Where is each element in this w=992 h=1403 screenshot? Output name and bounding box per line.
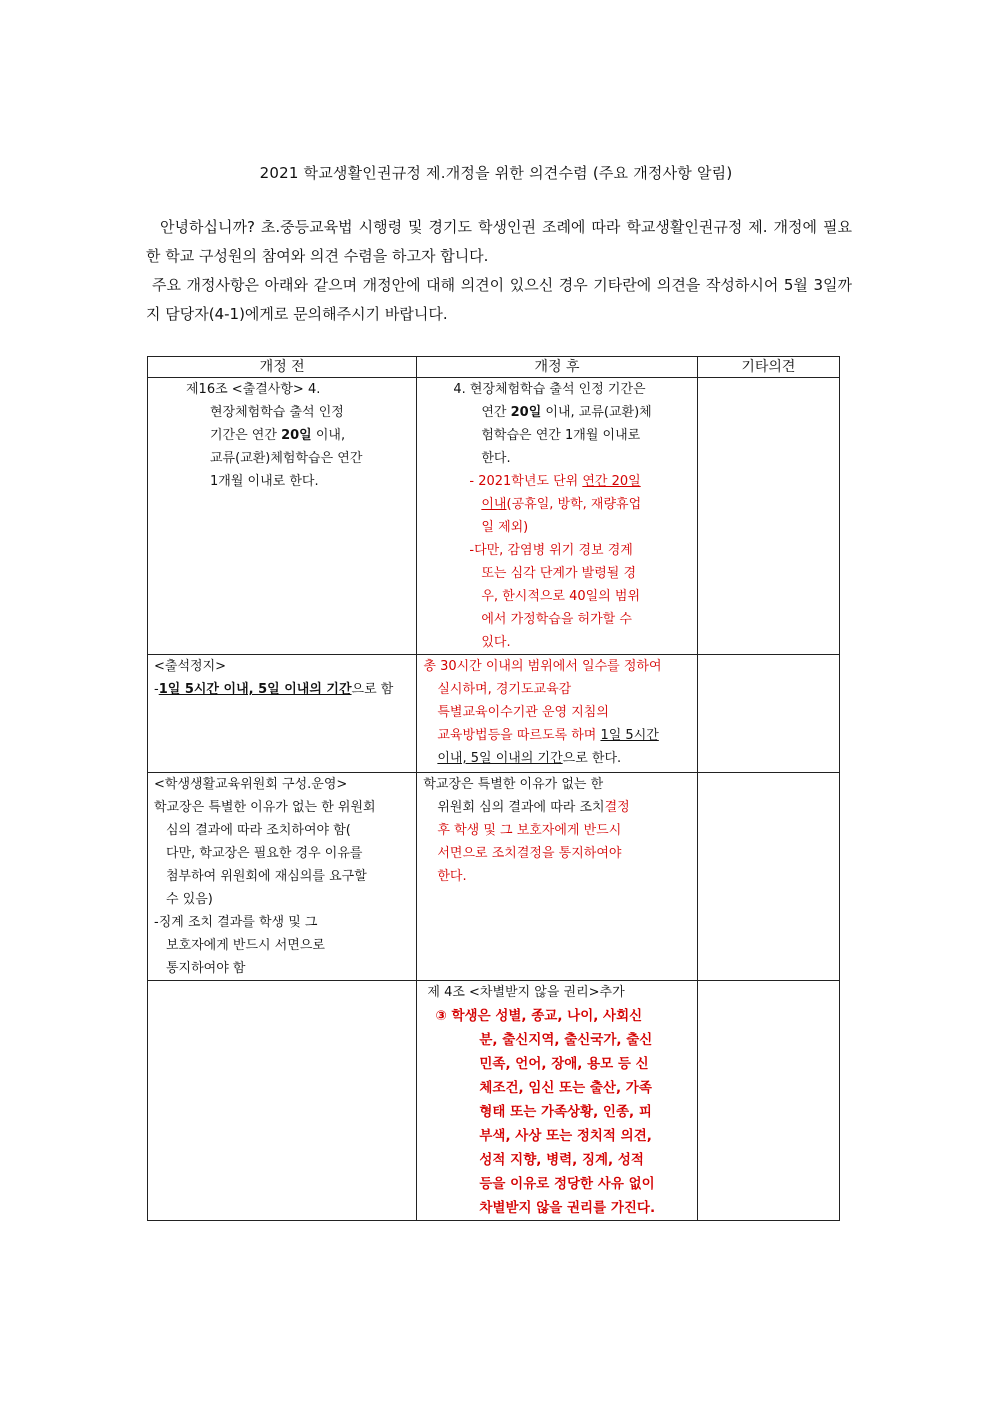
text-run-underline: 연간 20일 [582,474,641,489]
text-run: 이내, 교류(교환)체 [541,405,652,420]
revision-table [147,356,840,1221]
row4-after-line: 체조건, 임신 또는 출산, 가족 [479,1080,652,1096]
text-run: 이내, [311,428,346,443]
page-title: 2021 학교생활인권규정 제.개정을 위한 의견수렴 (주요 개정사항 알림) [259,164,733,182]
row1-after-line: -다만, 감염병 위기 경보 경계 [469,543,633,558]
text-run: 위원회 심의 결과에 따라 조치 [437,800,605,815]
row2-before-line: <출석정지> [154,659,227,674]
table-row [148,655,840,773]
row1-opinion-cell[interactable] [697,378,839,655]
row4-after-line: ③ 학생은 성별, 종교, 나이, 사회신 [435,1008,643,1024]
text-run-bold-underline: 1일 5시간 이내, 5일 이내의 기간 [158,682,352,697]
intro-paragraph-1: 안녕하십니까? 초.중등교육법 시행령 및 경기도 학생인권 조례에 따라 학교생활인권규정 제. 개정에 필요한 학교 구성원의 참여와 의견 수렴을 하고자 합니다. [146,218,852,265]
row3-after-line: 서면으로 조치결정을 통지하여야 [437,846,622,861]
row1-after-line [423,493,690,516]
row3-before-line: -징계 조치 결과를 학생 및 그 [154,915,318,930]
row2-after-line [423,747,690,770]
row1-before-line [154,424,410,447]
text-run: 으로 한다. [562,751,622,766]
intro-paragraph-2: 주요 개정사항은 아래와 같으며 개정안에 대해 의견이 있으신 경우 기타란에 의견을 작성하시어 5월 3일까지 담당자(4-1)에게로 문의해주시기 바랍니다. [146,276,852,323]
row4-after-line: 제 4조 <차별받지 않을 권리>추가 [427,985,625,1000]
text-run: - [154,682,159,697]
row3-before-line: 보호자에게 반드시 서면으로 [166,938,325,953]
text-run-underline: 1일 5시간 [600,728,659,743]
row4-opinion-cell[interactable] [697,981,839,1221]
row3-before-line: 통지하여야 함 [166,961,246,976]
row4-after-line: 성적 지향, 병력, 징계, 성적 [479,1152,644,1168]
text-run-bold: 20일 [281,428,312,443]
row2-after-line: 실시하며, 경기도교육감 [437,682,572,697]
row1-after-line: 있다. [481,635,511,650]
text-run: 기간은 연간 [210,428,282,443]
row1-before-line: 1개월 이내로 한다. [210,474,319,489]
row2-before-line [154,678,410,701]
row3-after-line [423,796,690,819]
row1-before-line: 교류(교환)체험학습은 연간 [210,451,363,466]
row2-after-cell [417,655,697,773]
row2-after-line [423,724,690,747]
text-run: (공휴일, 방학, 재량휴업 [506,497,642,512]
row1-before-cell [148,378,417,655]
row1-after-line [423,401,690,424]
row4-after-line: 분, 출신지역, 출신국가, 출신 [479,1032,653,1048]
row1-after-line: 또는 심각 단계가 발령될 경 [481,566,637,581]
header-after: 개정 후 [417,357,697,378]
row3-before-line: 첨부하여 위원회에 재심의를 요구할 [166,869,367,884]
header-opinion: 기타의견 [697,357,839,378]
header-before: 개정 전 [148,357,417,378]
row3-before-line: <학생생활교육위원회 구성.운영> [154,777,348,792]
row4-before-cell [148,981,417,1221]
row3-after-cell [417,773,697,981]
text-run-bold: 20일 [510,405,542,420]
text-run: 교육방법등을 따르도록 하며 [437,728,601,743]
row3-before-line: 학교장은 특별한 이유가 없는 한 위원회 [154,800,376,815]
row2-after-line: 총 30시간 이내의 범위에서 일수를 정하여 [423,659,662,674]
row1-before-line: 제16조 <출결사항> 4. [186,382,321,397]
table-row [148,378,840,655]
row3-before-line: 수 있음) [166,892,213,907]
row1-after-cell [417,378,697,655]
row3-after-line: 한다. [437,869,467,884]
text-run-underline: 이내 [481,497,507,512]
row1-after-line: 일 제외) [481,520,529,535]
row3-after-line: 학교장은 특별한 이유가 없는 한 [423,777,604,792]
text-run-underline: 이내, 5일 이내의 기간 [437,751,563,766]
row4-after-line: 민족, 언어, 장애, 용모 등 신 [479,1056,649,1072]
row1-after-line: 험학습은 연간 1개월 이내로 [481,428,641,443]
row4-after-cell [417,981,697,1221]
row2-after-line: 특별교육이수기관 운영 지침의 [437,705,609,720]
text-run: 결정 [604,800,630,815]
table-row [148,981,840,1221]
row3-opinion-cell[interactable] [697,773,839,981]
row3-before-cell [148,773,417,981]
row2-opinion-cell[interactable] [697,655,839,773]
intro-text [146,213,852,329]
text-run: 연간 [481,405,511,420]
row1-after-line: 한다. [481,451,511,466]
row3-after-line: 후 학생 및 그 보호자에게 반드시 [437,823,622,838]
row3-before-line: 다만, 학교장은 필요한 경우 이유를 [166,846,363,861]
row3-before-line: 심의 결과에 따라 조치하여야 함( [166,823,351,838]
row2-before-cell [148,655,417,773]
row4-after-line: 차별받지 않을 권리를 가진다. [479,1200,656,1216]
row4-after-line: 부색, 사상 또는 정치적 의견, [479,1128,652,1144]
row1-after-line [423,470,690,493]
text-run: 으로 함 [351,682,394,697]
row1-after-line: 에서 가정학습을 허가할 수 [481,612,632,627]
row4-after-line: 등을 이유로 정당한 사유 없이 [479,1176,655,1192]
row4-after-line: 형태 또는 가족상황, 인종, 피 [479,1104,652,1120]
table-row [148,773,840,981]
text-run: - 2021학년도 단위 [469,474,583,489]
row1-before-line: 현장체험학습 출석 인정 [210,405,344,420]
row1-after-line: 우, 한시적으로 40일의 범위 [481,589,641,604]
table-header-row [148,357,840,378]
row1-after-line: 4. 현장체험학습 출석 인정 기간은 [453,382,646,397]
